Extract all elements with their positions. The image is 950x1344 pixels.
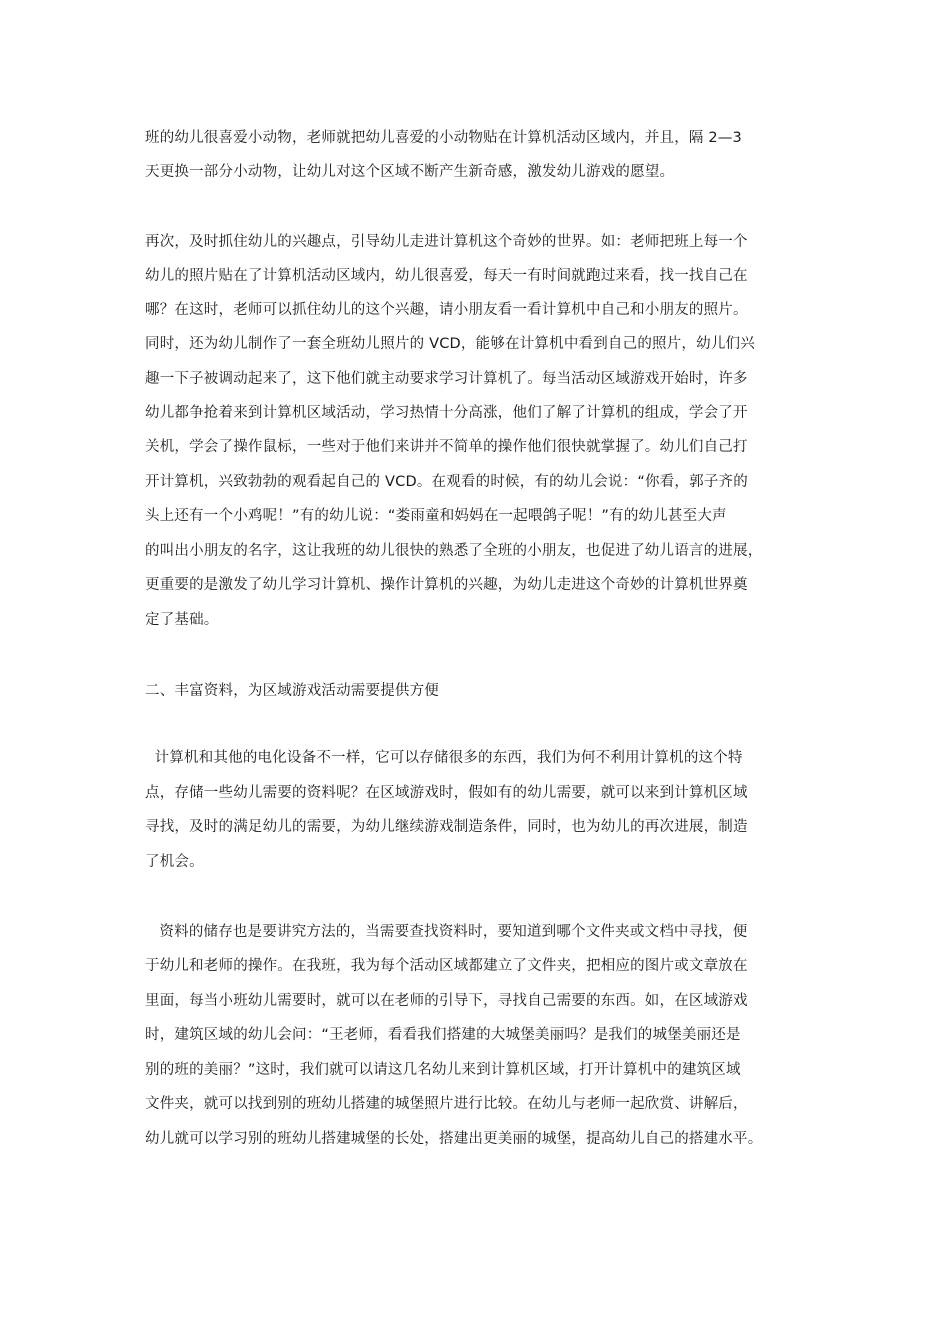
text-line: 同时，还为幼儿制作了一套全班幼儿照片的 VCD，能够在计算机中看到自己的照片，幼儿们兴 [145, 336, 755, 352]
text-line: 文件夹，就可以找到别的班幼儿搭建的城堡照片进行比较。在幼儿与老师一起欣赏、讲解后， [145, 1096, 748, 1112]
text-line: 趣一下子被调动起来了，这下他们就主动要求学习计算机了。每当活动区域游戏开始时，许多 [145, 371, 748, 387]
section-heading: 二、丰富资料，为区域游戏活动需要提供方便 [145, 683, 439, 699]
text-line: 寻找，及时的满足幼儿的需要，为幼儿继续游戏制造条件，同时，也为幼儿的再次进展，制造 [145, 819, 748, 835]
text-line: 更重要的是激发了幼儿学习计算机、操作计算机的兴趣，为幼儿走进这个奇妙的计算机世界奠 [145, 577, 748, 593]
text-line: 时，建筑区域的幼儿会问：“王老师，看看我们搭建的大城堡美丽吗？是我们的城堡美丽还是 [145, 1027, 741, 1043]
text-line: 点，存储一些幼儿需要的资料呢？在区域游戏时，假如有的幼儿需要，就可以来到计算机区域 [145, 785, 748, 801]
text-line: 开计算机，兴致勃勃的观看起自己的 VCD。在观看的时候，有的幼儿会说：“你看，郭子齐的 [145, 474, 748, 490]
text-line: 计算机和其他的电化设备不一样，它可以存储很多的东西，我们为何不利用计算机的这个特 [145, 750, 743, 766]
text-line: 再次，及时抓住幼儿的兴趣点，引导幼儿走进计算机这个奇妙的世界。如：老师把班上每一个 [145, 234, 748, 250]
text-line: 关机，学会了操作鼠标，一些对于他们来讲并不简单的操作他们很快就掌握了。幼儿们自己打 [145, 439, 748, 455]
text-line: 了机会。 [145, 854, 204, 870]
text-line: 别的班的美丽？”这时，我们就可以请这几名幼儿来到计算机区域，打开计算机中的建筑区域 [145, 1062, 741, 1078]
text-line: 的叫出小朋友的名字，这让我班的幼儿很快的熟悉了全班的小朋友，也促进了幼儿语言的进展， [145, 543, 763, 559]
text-line: 幼儿就可以学习别的班幼儿搭建城堡的长处，搭建出更美丽的城堡，提高幼儿自己的搭建水平。 [145, 1131, 763, 1147]
text-line: 于幼儿和老师的操作。在我班，我为每个活动区域都建立了文件夹，把相应的图片或文章放在 [145, 958, 748, 974]
text-line: 资料的储存也是要讲究方法的，当需要查找资料时，要知道到哪个文件夹或文档中寻找，便 [145, 924, 748, 940]
text-line: 哪？在这时，老师可以抓住幼儿的这个兴趣，请小朋友看一看计算机中自己和小朋友的照片。 [145, 302, 748, 318]
text-line: 定了基础。 [145, 612, 219, 628]
text-line: 头上还有一个小鸡呢！”有的幼儿说：“娄雨童和妈妈在一起喂鸽子呢！”有的幼儿甚至大声 [145, 508, 727, 524]
text-line: 幼儿都争抢着来到计算机区域活动，学习热情十分高涨，他们了解了计算机的组成，学会了开 [145, 405, 748, 421]
text-line: 班的幼儿很喜爱小动物，老师就把幼儿喜爱的小动物贴在计算机活动区域内，并且，隔 2—3 [145, 130, 742, 146]
text-line: 天更换一部分小动物，让幼儿对这个区域不断产生新奇感，激发幼儿游戏的愿望。 [145, 164, 675, 180]
text-line: 幼儿的照片贴在了计算机活动区域内，幼儿很喜爱，每天一有时间就跑过来看，找一找自己在 [145, 268, 748, 284]
text-line: 里面，每当小班幼儿需要时，就可以在老师的引导下，寻找自己需要的东西。如，在区域游戏 [145, 993, 748, 1009]
